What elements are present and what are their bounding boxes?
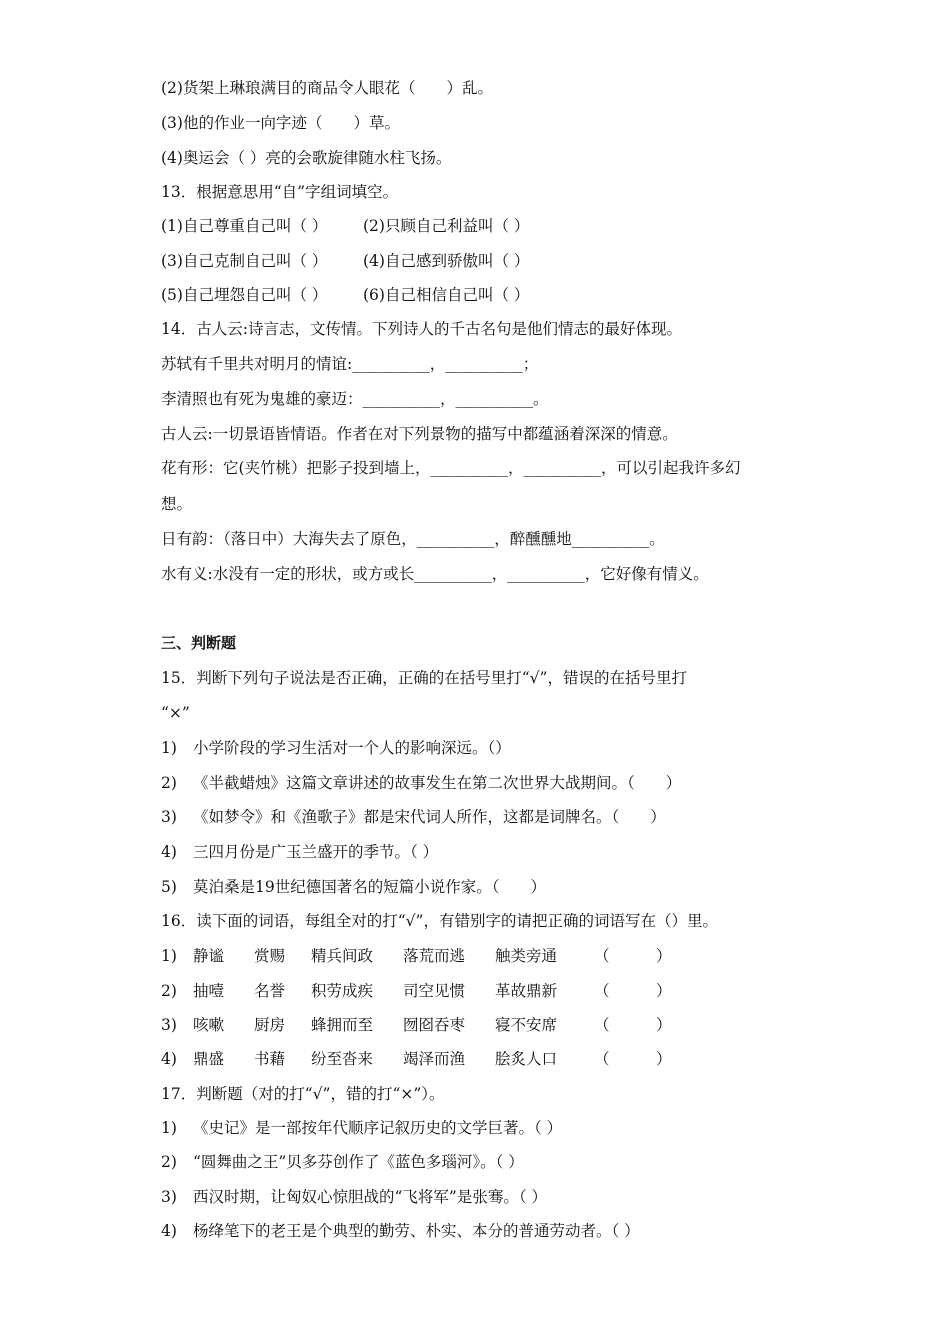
q14-line-6: 日有韵：（落日中）大海失去了原色，__________，醉醺醺地__________。 xyxy=(161,530,665,548)
q15-title: 15．判断下列句子说法是否正确，正确的在括号里打“√”，错误的在括号里打 xyxy=(161,669,687,687)
q15-item-5 xyxy=(161,877,546,897)
q13-row-2 xyxy=(161,251,529,271)
word: 落荒而逃 xyxy=(403,947,466,965)
word: 抽噎 xyxy=(193,982,225,1000)
q14-line-3: 古人云:一切景语皆情语。作者在对下列景物的描写中都蕴涵着深深的情意。 xyxy=(161,425,678,443)
word: 积劳成疾 xyxy=(311,982,374,1000)
q15-title-cont: “×” xyxy=(161,704,190,722)
word: 囫囵吞枣 xyxy=(403,1016,466,1034)
word: 精兵间政 xyxy=(311,947,374,965)
item-number: 1) xyxy=(161,1119,177,1137)
q14-line-4: 花有形：它(夹竹桃）把影子投到墙上，__________，__________，可以引起我许多幻 xyxy=(161,459,741,477)
q17-item-3 xyxy=(161,1187,547,1207)
word: 蜂拥而至 xyxy=(311,1016,374,1034)
q13-item-2: (2)只顾自己利益叫（ ） xyxy=(363,217,530,235)
item-number: 4) xyxy=(161,1222,177,1240)
q14-line-7: 水有义:水没有一定的形状，或方或长__________，__________，它好像有情义。 xyxy=(161,565,709,583)
row-number: 3) xyxy=(161,1016,177,1034)
q14-line-5: 想。 xyxy=(161,495,193,513)
q15-item-4 xyxy=(161,842,438,862)
item-text: 杨绛笔下的老王是个典型的勤劳、朴实、本分的普通劳动者。（ ） xyxy=(193,1222,640,1240)
word: 咳嗽 xyxy=(193,1016,225,1034)
item-text: 《史记》是一部按年代顺序记叙历史的文学巨著。（ ） xyxy=(193,1119,563,1137)
item-text: 莫泊桑是19世纪德国著名的短篇小说作家。（ ） xyxy=(193,878,546,896)
item-text: 小学阶段的学习生活对一个人的影响深远。（） xyxy=(193,739,511,757)
q17-item-1 xyxy=(161,1118,562,1138)
q13-item-4: (4)自己感到骄傲叫（ ） xyxy=(363,252,530,270)
word: 脍炙人口 xyxy=(495,1050,558,1068)
q16-row-1 xyxy=(161,946,672,966)
q13-item-3: (3)自己克制自己叫（ ） xyxy=(161,252,328,270)
section-heading: 三、判断题 xyxy=(161,634,237,652)
q13-row-3 xyxy=(161,285,529,305)
item-number: 2) xyxy=(161,1153,177,1171)
row-number: 2) xyxy=(161,982,177,1000)
q13-item-5: (5)自己埋怨自己叫（ ） xyxy=(161,286,328,304)
answer-blank: （ ） xyxy=(594,1050,672,1068)
word: 司空见惯 xyxy=(403,982,466,1000)
q13-item-1: (1)自己尊重自己叫（ ） xyxy=(161,217,328,235)
q13-item-6: (6)自己相信自己叫（ ） xyxy=(363,286,530,304)
word: 触类旁通 xyxy=(495,947,558,965)
q14-title: 14．古人云:诗言志，文传情。下列诗人的千古名句是他们情志的最好体现。 xyxy=(161,320,682,338)
word: 赏赐 xyxy=(254,947,286,965)
answer-blank: （ ） xyxy=(594,982,672,1000)
q16-row-2 xyxy=(161,981,672,1001)
word: 寝不安席 xyxy=(495,1016,558,1034)
item-number: 4) xyxy=(161,843,177,861)
answer-blank: （ ） xyxy=(594,1016,672,1034)
item-number: 3) xyxy=(161,1188,177,1206)
q15-item-1 xyxy=(161,738,511,758)
item-number: 1) xyxy=(161,739,177,757)
item-number: 3) xyxy=(161,808,177,826)
q12-item-3: (3)他的作业一向字迹（ ）草。 xyxy=(161,114,400,132)
item-number: 2) xyxy=(161,774,177,792)
item-number: 5) xyxy=(161,878,177,896)
word: 革故鼎新 xyxy=(495,982,558,1000)
q14-line-1: 苏轼有千里共对明月的情谊:__________，__________； xyxy=(161,355,539,373)
q12-item-2: (2)货架上琳琅满目的商品令人眼花（ ）乱。 xyxy=(161,79,493,97)
word: 名誉 xyxy=(254,982,286,1000)
item-text: 西汉时期，让匈奴心惊胆战的“飞将军”是张骞。（ ） xyxy=(193,1188,548,1206)
q12-item-4: (4)奥运会（ ）亮的会歌旋律随水柱飞扬。 xyxy=(161,149,452,167)
q17-title: 17．判断题（对的打“√”，错的打“×”）。 xyxy=(161,1085,445,1103)
word: 书藉 xyxy=(254,1050,286,1068)
q15-item-3 xyxy=(161,807,666,827)
answer-blank: （ ） xyxy=(594,947,672,965)
q13-title: 13．根据意思用“自”字组词填空。 xyxy=(161,183,399,201)
q16-title: 16．读下面的词语，每组全对的打“√”，有错别字的请把正确的词语写在（）里。 xyxy=(161,912,718,930)
q17-item-2 xyxy=(161,1152,524,1172)
word: 静谧 xyxy=(193,947,225,965)
q14-line-2: 李清照也有死为鬼雄的豪迈：__________，__________。 xyxy=(161,390,549,408)
item-text: “圆舞曲之王”贝多芬创作了《蓝色多瑙河》。（ ） xyxy=(193,1153,524,1171)
item-text: 《如梦令》和《渔歌子》都是宋代词人所作，这都是词牌名。（ ） xyxy=(193,808,666,826)
q13-row-1 xyxy=(161,216,529,236)
word: 鼎盛 xyxy=(193,1050,225,1068)
item-text: 《半截蜡烛》这篇文章讲述的故事发生在第二次世界大战期间。（ ） xyxy=(193,774,682,792)
word: 厨房 xyxy=(254,1016,286,1034)
q16-row-4 xyxy=(161,1049,672,1069)
q17-item-4 xyxy=(161,1221,640,1241)
q16-row-3 xyxy=(161,1015,672,1035)
row-number: 4) xyxy=(161,1050,177,1068)
word: 纷至沓来 xyxy=(311,1050,374,1068)
row-number: 1) xyxy=(161,947,177,965)
word: 竭泽而渔 xyxy=(403,1050,466,1068)
q15-item-2 xyxy=(161,773,681,793)
item-text: 三四月份是广玉兰盛开的季节。（ ） xyxy=(193,843,439,861)
